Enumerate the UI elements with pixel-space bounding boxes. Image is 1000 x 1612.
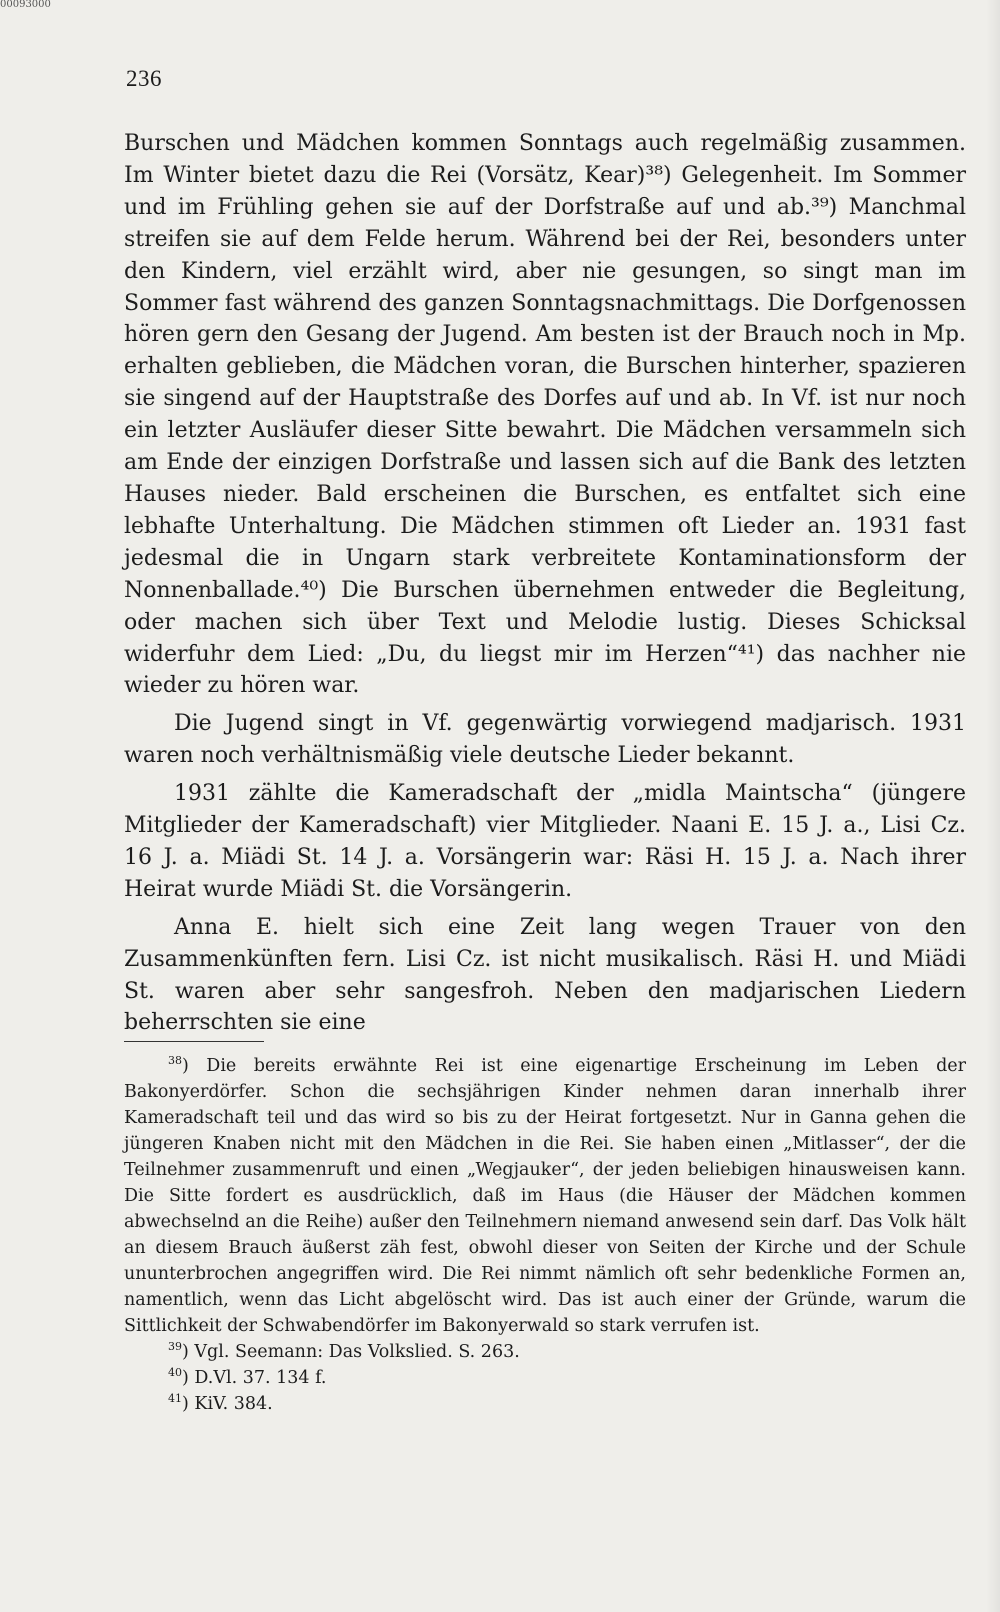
page-number: 236 (126, 66, 162, 91)
footnote-divider (124, 1041, 264, 1042)
footnote-39: $^{39}$) Vgl. Seemann: Das Volkslied. S. 263. (168, 1340, 520, 1362)
footnote-text: D.Vl. 37. 134 f. (194, 1368, 327, 1388)
footnote-mark: 39 (168, 1340, 182, 1354)
footnote-41: $^{41}$) KiV. 384. (168, 1392, 273, 1414)
footnote-text: Vgl. Seemann: Das Volkslied. S. 263. (194, 1342, 520, 1362)
paragraph: Burschen und Mädchen kommen Sonntags auch regelmäßig zusammen. Im Winter bietet dazu die Rei (Vorsätz, Kear)³⁸) Gelegenheit. Im Sommer und im Frühling gehen sie auf der Dorfstraße auf und ab.³⁹) Manchmal streifen sie auf dem Felde herum. Während bei der Rei, besonders unter den Kindern, viel erzählt wird, aber nie gesungen, so singt man im Sommer fast während des ganzen Sonntagsnachmittags. Die Dorfgenossen hören gern den Gesang der Jugend. Am besten ist der Brauch noch in Mp. erhalten geblieben, die Mädchen voran, die Burschen hinterher, spazieren sie singend auf der Hauptstraße des Dorfes auf und ab. In Vf. ist nur noch ein letzter Ausläufer dieser Sitte bewahrt. Die Mädchen versammeln sich am Ende der einzigen Dorfstraße und lassen sich auf die Bank des letzten Hauses nieder. Bald erscheinen die Burschen, es entfaltet sich eine lebhafte Unterhaltung. Die Mädchen stimmen oft Lieder an. 1931 fast jedesmal die in Ungarn stark verbreitete Kontaminationsform der Nonnenballade.⁴⁰) Die Burschen übernehmen entweder die Begleitung, oder machen sich über Text und Melodie lustig. Dieses Schicksal widerfuhr dem Lied: „Du, du liegst mir im Herzen“⁴¹) das nachher nie wieder zu hören war. (124, 131, 966, 699)
footnote-40: $^{40}$) D.Vl. 37. 134 f. (168, 1366, 327, 1388)
scan-edge-shadow (986, 0, 1000, 1612)
footnote-text: Die bereits erwähnte Rei ist eine eigenartige Erscheinung im Leben der Bakonyerdörfer. Schon die sechsjährigen Kinder nehmen daran innerhalb ihrer Kameradschaft teil und das wird so bis zu der Heirat fortgesetzt. Nur in Ganna gehen die jüngeren Knaben nicht mit den Mädchen in die Rei. Sie haben einen „Mitlasser“, der die Teilnehmer zusammenruft und einen „Wegjauker“, der jeden beliebigen hinausweisen kann. Die Sitte fordert es ausdrücklich, daß im Haus (die Häuser der Mädchen kommen abwechselnd an die Reihe) außer den Teilnehmern niemand anwesend sein darf. Das Volk hält an diesem Brauch äußerst zäh fest, obwohl dieser von Seiten der Kirche und der Schule ununterbrochen angegriffen wird. Die Rei nimmt nämlich oft sehr bedenkliche Formen an, namentlich, wenn das Licht abgelöscht wird. Das ist auch einer der Gründe, warum die Sittlichkeit der Schwabendörfer im Bakonyerwald so stark verrufen ist. (124, 1056, 967, 1336)
footnote-38: $^{38}$) Die bereits erwähnte Rei ist eine eigenartige Erscheinung im Leben der Bakonyerdörfer. Schon die sechsjährigen Kinder nehmen daran innerhalb ihrer Kameradschaft teil und das wird so bis zu der Heirat fortgesetzt. Nur in Ganna gehen die jüngeren Knaben nicht mit den Mädchen in die Rei. Sie haben einen „Mitlasser“, der die Teilnehmer zusammenruft und einen „Wegjauker“, der jeden beliebigen hinausweisen kann. Die Sitte fordert es ausdrücklich, daß im Haus (die Häuser der Mädchen kommen abwechselnd an die Reihe) außer den Teilnehmern niemand anwesend sein darf. Das Volk hält an diesem Brauch äußerst zäh fest, obwohl dieser von Seiten der Kirche und der Schule ununterbrochen angegriffen wird. Die Rei nimmt nämlich oft sehr bedenkliche Formen an, namentlich, wenn das Licht abgelöscht wird. Das ist auch einer der Gründe, warum die Sittlichkeit der Schwabendörfer im Bakonyerwald so stark verrufen ist. (124, 1054, 967, 1336)
footnote-mark: 41 (168, 1392, 182, 1406)
paragraph: 1931 zählte die Kameradschaft der „midla Maintscha“ (jüngere Mitglieder der Kameradschaft) vier Mitglieder. Naani E. 15 J. a., Lisi Cz. 16 J. a. Miädi St. 14 J. a. Vorsängerin war: Räsi H. 15 J. a. Nach ihrer Heirat wurde Miädi St. die Vorsängerin. (124, 781, 966, 902)
paragraph: Anna E. hielt sich eine Zeit lang wegen Trauer von den Zusammenkünften fern. Lisi Cz. ist nicht musikalisch. Räsi H. und Miädi St. waren aber sehr sangesfroh. Neben den madjarischen Liedern beherrschten sie eine (124, 914, 966, 1036)
footnote-text: KiV. 384. (194, 1394, 273, 1414)
footnote-mark: 40 (168, 1366, 182, 1380)
scan-id-mark: 00093000 (0, 0, 51, 10)
footnotes (124, 1053, 966, 1417)
paragraph: Die Jugend singt in Vf. gegenwärtig vorwiegend madjarisch. 1931 waren noch verhältnismäßig viele deutsche Lieder bekannt. (124, 711, 966, 769)
footnote-mark: 38 (168, 1054, 182, 1068)
main-text (124, 128, 966, 1039)
